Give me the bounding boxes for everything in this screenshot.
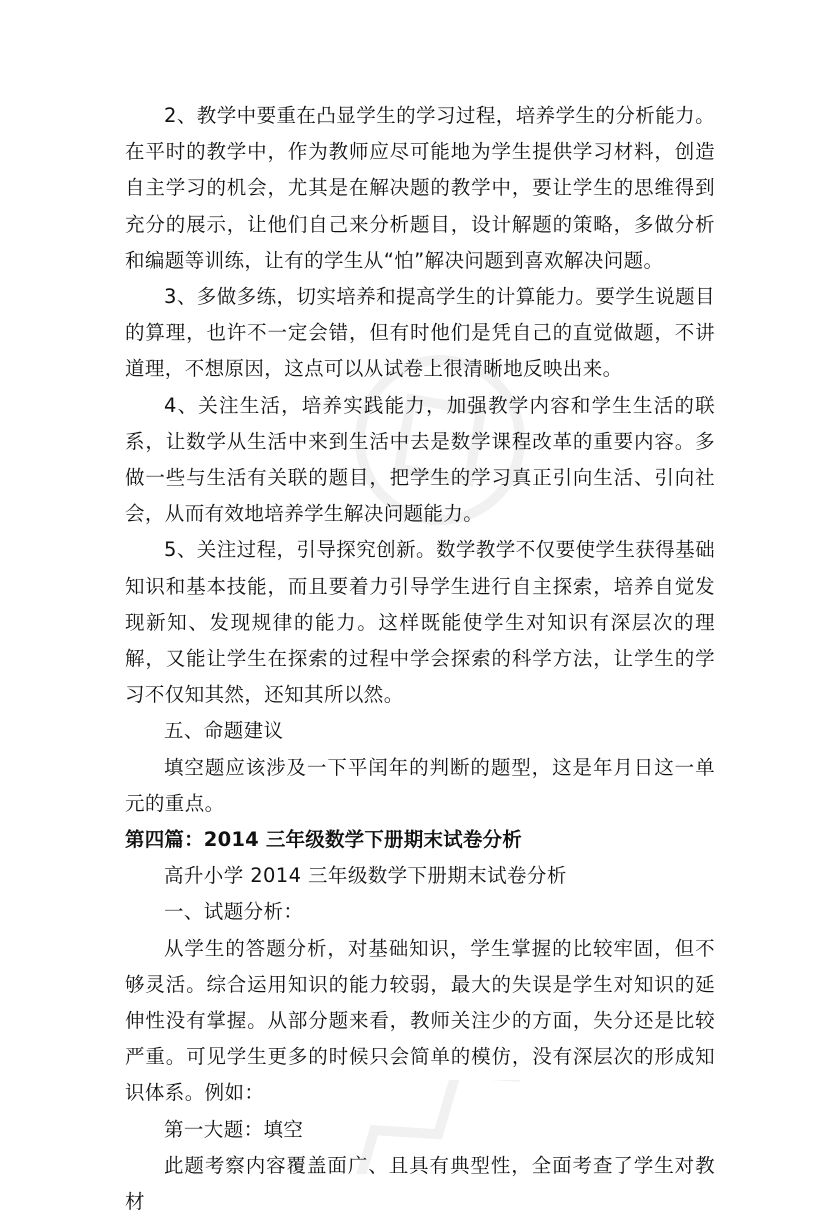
document-body bbox=[125, 98, 715, 1220]
heading-first-question: 第一大题：填空 bbox=[164, 1117, 304, 1141]
heading-proposition-suggestions: 五、命题建议 bbox=[164, 719, 284, 743]
paragraph-life-practice: 4、关注生活，培养实践能力，加强教学内容和学生生活的联系，让数学从生活中来到生活中去是数学课程改革的重要内容。多做一些与生活有关联的题目，把学生的学习真正引向生活、引向社会，从而有效地培养学生解决问题能力。 bbox=[125, 393, 715, 526]
paragraph-school-exam-title: 高升小学 2014 三年级数学下册期末试卷分析 bbox=[164, 864, 567, 888]
paragraph-first-question-analysis: 此题考察内容覆盖面广、且具有典型性，全面考查了学生对教材 bbox=[125, 1153, 715, 1214]
section-title-part-four: 第四篇：2014 三年级数学下册期末试卷分析 bbox=[125, 828, 522, 852]
paragraph-answer-analysis: 从学生的答题分析，对基础知识，学生掌握的比较牢固，但不够灵活。综合运用知识的能力较弱，最大的失误是学生对知识的延伸性没有掌握。从部分题来看，教师关注少的方面，失分还是比较严重。可见学生更多的时候只会简单的模仿，没有深层次的形成知识体系。例如： bbox=[125, 936, 715, 1105]
paragraph-process-inquiry: 5、关注过程，引导探究创新。数学教学不仅要使学生获得基础知识和基本技能，而且要着力引导学生进行自主探索，培养自觉发现新知、发现规律的能力。这样既能使学生对知识有深层次的理解，又能让学生在探索的过程中学会探索的科学方法，让学生的学习不仅知其然，还知其所以然。 bbox=[125, 538, 715, 707]
paragraph-calculation-ability: 3、多做多练，切实培养和提高学生的计算能力。要学生说题目的算理，也许不一定会错，但有时他们是凭自己的直觉做题，不讲道理，不想原因，这点可以从试卷上很清晰地反映出来。 bbox=[125, 285, 715, 381]
paragraph-teaching-process: 2、教学中要重在凸显学生的学习过程，培养学生的分析能力。在平时的教学中，作为教师应尽可能地为学生提供学习材料，创造自主学习的机会，尤其是在解决题的教学中，要让学生的思维得到充分的展示，让他们自己来分析题目，设计解题的策略，多做分析和编题等训练，让有的学生从“怕”解决问题到喜欢解决问题。 bbox=[125, 104, 715, 272]
paragraph-fill-blank-suggestion: 填空题应该涉及一下平闰年的判断的题型，这是年月日这一单元的重点。 bbox=[125, 755, 715, 815]
heading-question-analysis: 一、试题分析： bbox=[164, 900, 304, 924]
